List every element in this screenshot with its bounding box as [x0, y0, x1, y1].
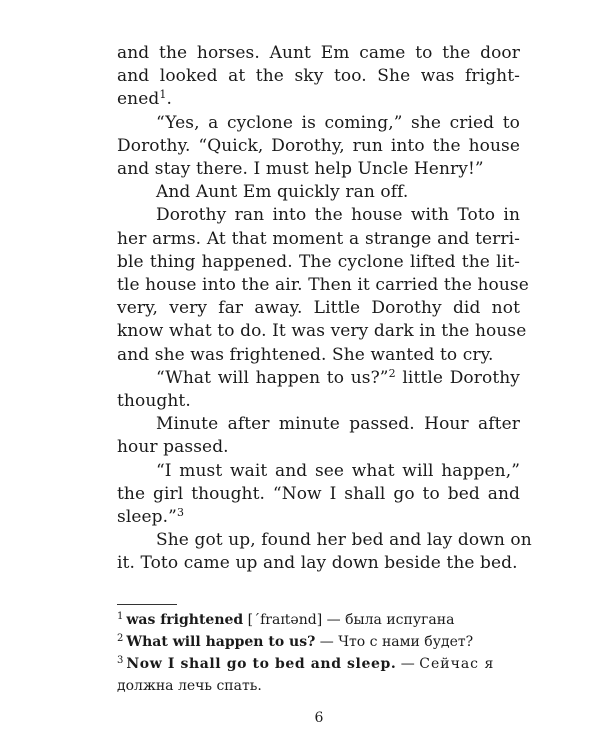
text-line: “Yes, a cyclone is coming,” she cried to	[156, 112, 520, 133]
text-fragment: little Dorothy	[395, 367, 521, 388]
text-line: and the horses. Aunt Em came to the door	[117, 43, 520, 63]
footnote-ref: 3	[176, 506, 185, 520]
paragraph	[117, 413, 520, 459]
paragraph	[117, 204, 529, 366]
footnote-3	[117, 653, 520, 697]
footnote-gloss: Сейчас я	[419, 656, 495, 672]
paragraph	[117, 181, 520, 204]
footnote-number: 2	[117, 633, 124, 644]
text-line: it. Toto came up and lay down beside the bed.	[117, 553, 518, 574]
text-line: ble thing happened. The cyclone lifted the lit-	[117, 251, 520, 272]
paragraph	[117, 112, 520, 182]
text-line: and she was frightened. She wanted to cry.	[117, 344, 494, 365]
footnote-gloss-continued: должна лечь спать.	[117, 678, 262, 694]
footnote-gloss: Что с нами будет?	[338, 634, 474, 650]
text-line: ened$^1$.	[117, 88, 172, 110]
footnote-gloss: была испугана	[345, 612, 455, 628]
footnote-ref: 2	[388, 366, 396, 380]
footnote-term: Now I shall go to bed and sleep.	[126, 656, 397, 672]
story-text	[117, 42, 532, 576]
footnote-dash: —	[396, 656, 420, 672]
text-line: thought.	[117, 391, 191, 412]
page-number: 6	[314, 710, 324, 726]
text-line: hour passed.	[117, 437, 229, 458]
footnote-pronunciation: [´fraɪtənd] —	[243, 612, 346, 628]
footnote-term: What will happen to us?	[126, 634, 316, 650]
paragraph	[117, 367, 520, 413]
footnote-1	[117, 609, 520, 631]
footnote-term: was frightened	[126, 612, 244, 628]
footnote-2	[117, 631, 520, 653]
text-line: She got up, found her bed and lay down on	[156, 530, 532, 551]
page-body	[117, 42, 532, 576]
text-line: Minute after minute passed. Hour after	[156, 414, 520, 435]
text-line: very, very far away. Little Dorothy did not	[117, 298, 520, 319]
text-fragment: “What will happen to us?”	[156, 367, 389, 388]
text-line: “I must wait and see what will happen,”	[156, 460, 520, 481]
footnote-number: 3	[117, 655, 124, 666]
paragraph	[117, 42, 520, 112]
paragraph	[117, 529, 532, 575]
footnote-ref: 1	[159, 88, 167, 102]
text-fragment: ened	[117, 89, 160, 110]
text-line	[117, 367, 520, 390]
text-line: and looked at the sky too. She was fright-	[117, 66, 520, 87]
text-line: Dorothy ran into the house with Toto in	[156, 205, 520, 226]
text-fragment: sleep.”	[117, 507, 177, 528]
text-line: her arms. At that moment a strange and terri-	[117, 228, 520, 249]
footnote-dash: —	[315, 634, 339, 650]
footnotes	[117, 609, 520, 697]
text-line: the girl thought. “Now I shall go to bed and	[117, 483, 520, 504]
text-line: tle house into the air. Then it carried the house	[117, 275, 529, 296]
text-line	[117, 506, 520, 529]
text-line: And Aunt Em quickly ran off.	[156, 182, 409, 203]
footnote-number: 1	[117, 611, 124, 622]
footnote-divider	[117, 604, 177, 605]
text-line: Dorothy. “Quick, Dorothy, run into the house	[117, 135, 520, 156]
paragraph	[117, 460, 520, 530]
text-line: know what to do. It was very dark in the house	[117, 321, 527, 342]
text-line: and stay there. I must help Uncle Henry!”	[117, 159, 484, 180]
